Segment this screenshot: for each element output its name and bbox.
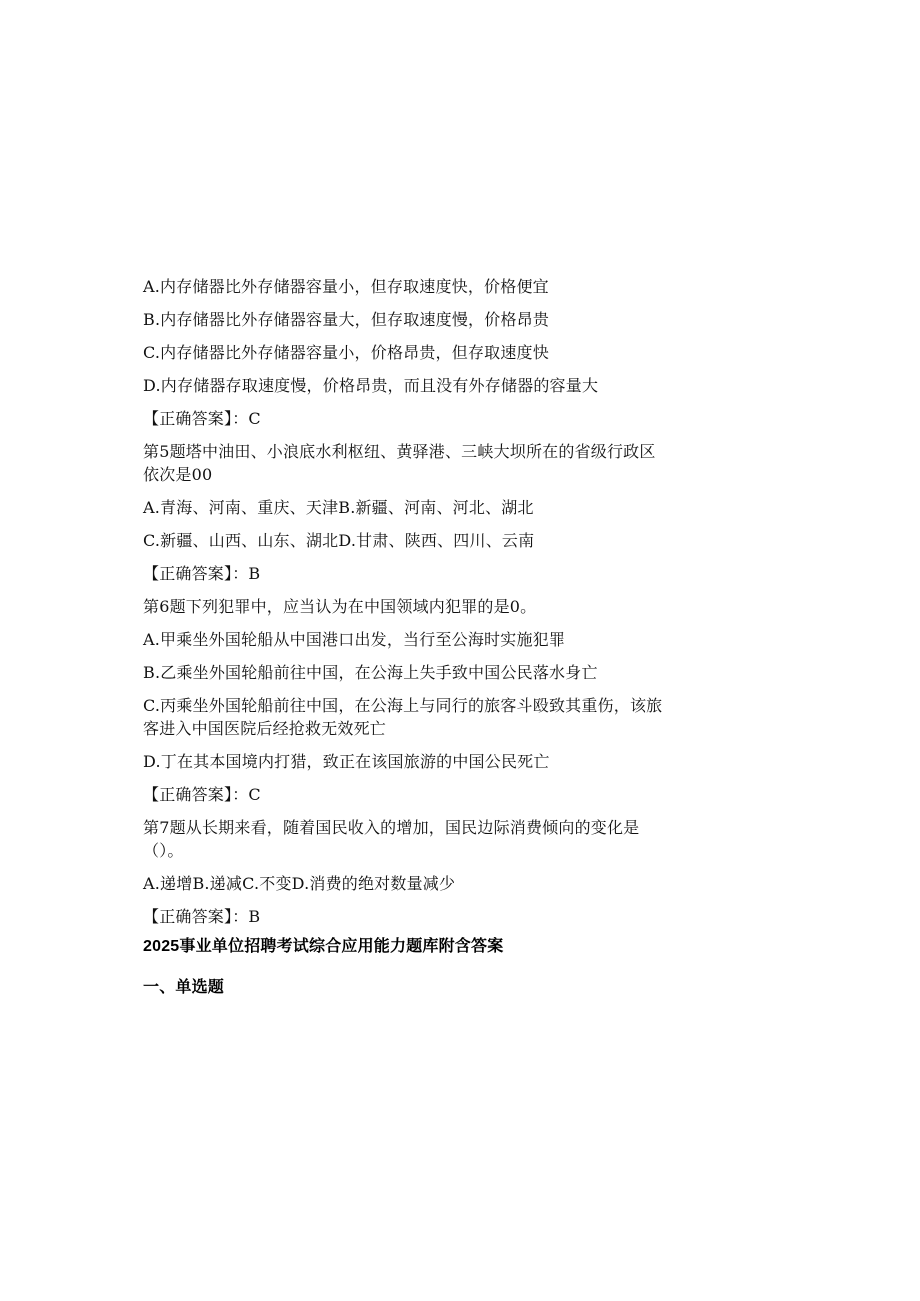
- q4-answer: 【正确答案】：C: [143, 409, 261, 428]
- q6-option-c-line1: C.丙乘坐外国轮船前往中国，在公海上与同行的旅客斗殴致其重伤，该旅: [143, 696, 663, 715]
- section-subtitle: 一、单选题: [143, 979, 225, 996]
- q6-option-c-line2: 客进入中国医院后经抢救无效死亡: [143, 719, 387, 738]
- q4-option-a: A.内存储器比外存储器容量小，但存取速度快，价格便宜: [143, 277, 549, 296]
- q5-stem-line2: 依次是00: [143, 465, 213, 484]
- section-title: 2025事业单位招聘考试综合应用能力题库附含答案: [143, 938, 504, 955]
- q6-stem: 第6题下列犯罪中，应当认为在中国领域内犯罪的是0。: [143, 597, 537, 616]
- q7-options: A.递增B.递减C.不变D.消费的绝对数量减少: [143, 874, 456, 893]
- q5-stem-line1: 第5题塔中油田、小浪底水利枢纽、黄驿港、三峡大坝所在的省级行政区: [143, 442, 656, 461]
- q4-option-c: C.内存储器比外存储器容量小，价格昂贵，但存取速度快: [143, 343, 549, 362]
- q4-option-d: D.内存储器存取速度慢，价格昂贵，而且没有外存储器的容量大: [143, 376, 599, 395]
- q5-options-cd: C.新疆、山西、山东、湖北D.甘肃、陕西、四川、云南: [143, 531, 535, 550]
- q5-options-ab: A.青海、河南、重庆、天津B.新疆、河南、河北、湖北: [143, 498, 534, 517]
- q7-stem-line1: 第7题从长期来看，随着国民收入的增加，国民边际消费倾向的变化是: [143, 818, 640, 837]
- q7-stem-line2: （）。: [143, 841, 184, 860]
- q5-answer: 【正确答案】：B: [143, 564, 261, 583]
- q6-option-a: A.甲乘坐外国轮船从中国港口出发，当行至公海时实施犯罪: [143, 630, 566, 649]
- q6-option-d: D.丁在其本国境内打猎，致正在该国旅游的中国公民死亡: [143, 752, 550, 771]
- q6-answer: 【正确答案】：C: [143, 785, 261, 804]
- q6-option-b: B.乙乘坐外国轮船前往中国，在公海上失手致中国公民落水身亡: [143, 663, 598, 682]
- q7-answer: 【正确答案】：B: [143, 907, 261, 926]
- q4-option-b: B.内存储器比外存储器容量大，但存取速度慢，价格昂贵: [143, 310, 550, 329]
